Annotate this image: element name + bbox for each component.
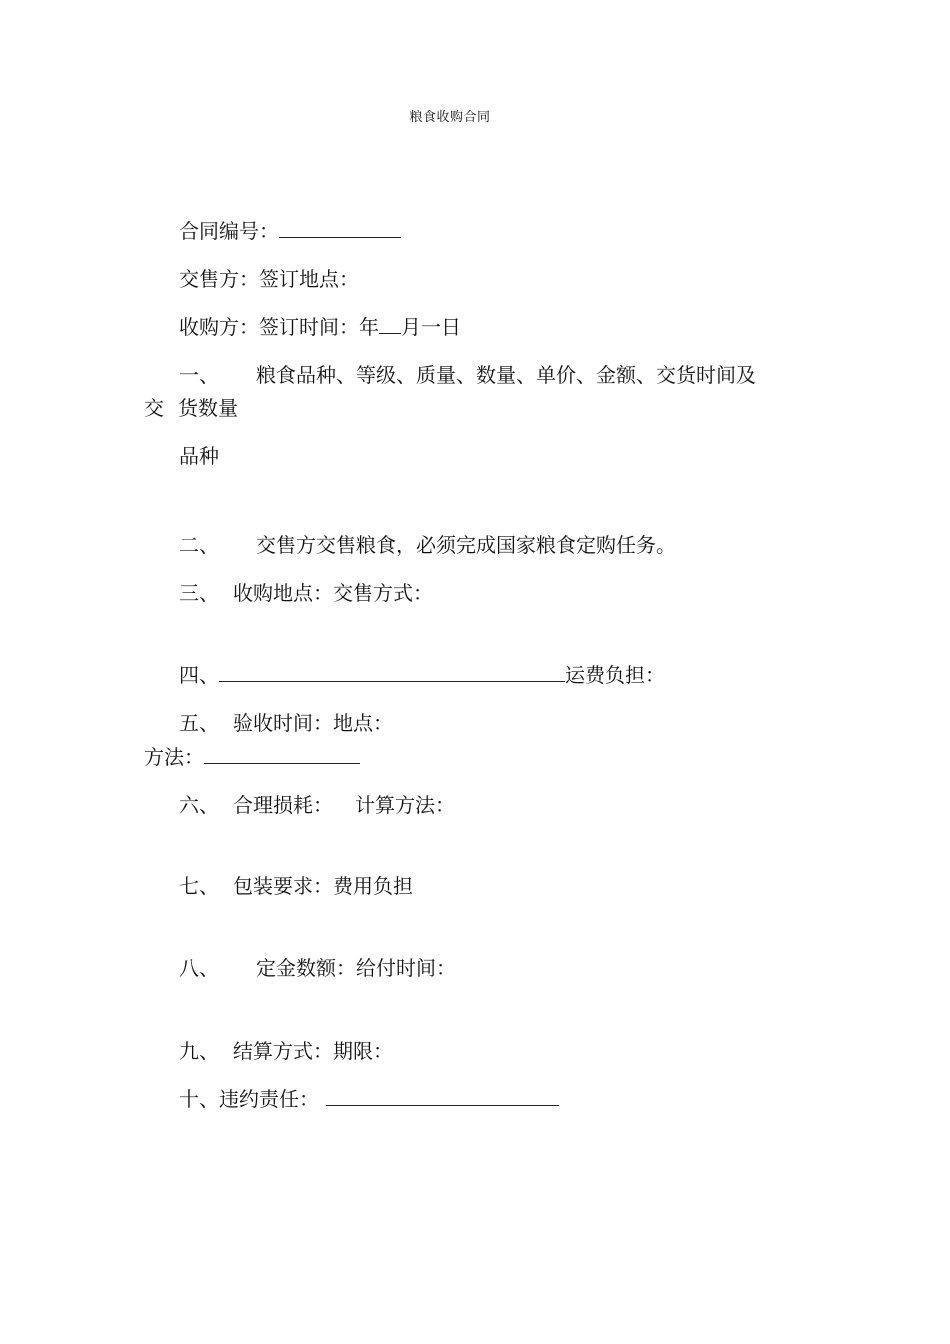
section-5-method-label: 方法： — [144, 745, 204, 769]
section-2-text: 交售方交售粮食，必须完成国家粮食定购任务。 — [256, 533, 676, 557]
buyer-line-prefix: 收购方：签订时间：年 — [179, 315, 379, 339]
section-9-text: 结算方式：期限： — [233, 1039, 393, 1063]
month-blank — [379, 315, 401, 334]
section-3-line — [179, 581, 433, 605]
section-4-number: 四、 — [179, 663, 219, 687]
section-10-blank — [326, 1087, 559, 1106]
section-1-wrap-b: 货数量 — [178, 396, 238, 420]
seller-line: 交售方：签订地点： — [179, 267, 359, 291]
section-4-text: 运费负担： — [565, 663, 665, 687]
section-4-blank — [219, 663, 565, 682]
section-9-line — [179, 1039, 393, 1063]
section-10-label: 十、违约责任： — [179, 1087, 319, 1111]
section-8-number: 八、 — [179, 956, 219, 980]
section-5-line — [179, 711, 393, 735]
contract-number-line — [179, 219, 401, 243]
section-8-line — [179, 956, 456, 980]
buyer-line-suffix: 月一日 — [401, 315, 461, 339]
section-6-text-b: 计算方法： — [355, 793, 455, 817]
contract-number-blank — [279, 219, 401, 238]
section-7-number: 七、 — [179, 874, 219, 898]
section-6-text-a: 合理损耗： — [233, 793, 333, 817]
section-1-sub: 品种 — [179, 444, 219, 468]
buyer-line — [179, 315, 461, 339]
section-4-line — [179, 663, 665, 687]
section-2-line — [179, 533, 676, 557]
section-7-text: 包装要求：费用负担 — [233, 874, 413, 898]
section-1-line — [179, 363, 756, 387]
section-3-number: 三、 — [179, 581, 219, 605]
contract-number-label: 合同编号： — [179, 219, 279, 243]
section-1-wrap-line — [144, 396, 238, 420]
section-2-number: 二、 — [179, 533, 219, 557]
section-5-method-line — [144, 745, 360, 769]
section-8-text: 定金数额：给付时间： — [256, 956, 456, 980]
section-7-line — [179, 874, 413, 898]
section-10-line — [179, 1087, 559, 1111]
section-5-text: 验收时间：地点： — [233, 711, 393, 735]
section-1-number: 一、 — [179, 363, 219, 387]
section-5-number: 五、 — [179, 711, 219, 735]
section-5-method-blank — [204, 745, 360, 764]
document-title: 粮食收购合同 — [409, 110, 491, 125]
section-6-line — [179, 793, 455, 817]
section-1-wrap-a: 交 — [144, 396, 164, 420]
section-1-text: 粮食品种、等级、质量、数量、单价、金额、交货时间及 — [256, 363, 756, 387]
section-9-number: 九、 — [179, 1039, 219, 1063]
section-6-number: 六、 — [179, 793, 219, 817]
section-3-text: 收购地点：交售方式： — [233, 581, 433, 605]
